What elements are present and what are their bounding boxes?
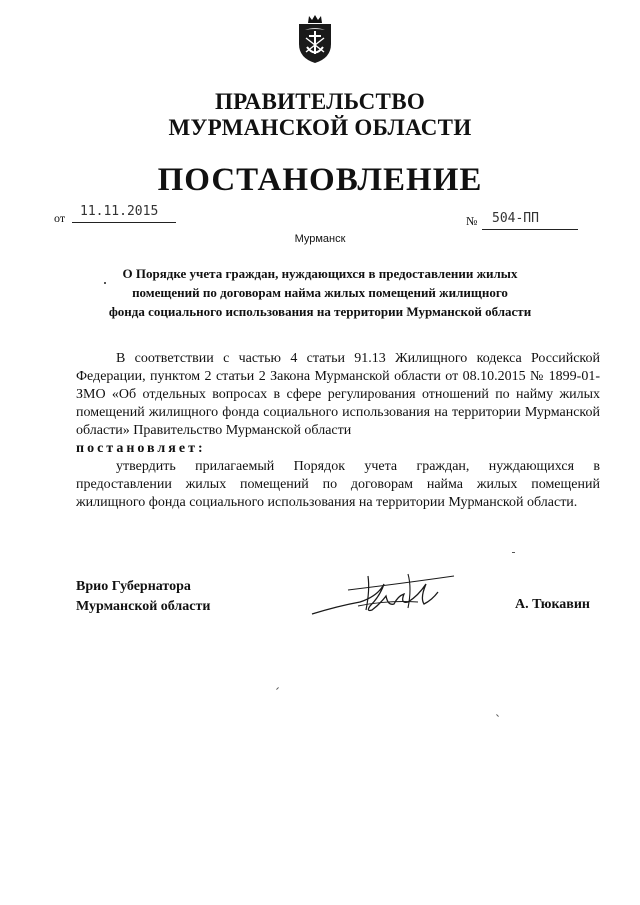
document-body xyxy=(76,350,600,512)
document-number: 504-ПП xyxy=(492,211,539,226)
position-line: Врио Губернатора xyxy=(76,579,191,594)
number-underline xyxy=(482,229,578,230)
decree-word: постановляет: xyxy=(76,441,206,456)
scan-speck xyxy=(276,687,279,690)
org-name-line1: ПРАВИТЕЛЬСТВО xyxy=(214,89,426,114)
date-label: от xyxy=(54,211,66,225)
document-subject xyxy=(60,264,580,321)
signer-name: А. Тюкавин xyxy=(515,597,590,612)
city-name: Мурманск xyxy=(294,233,346,245)
document-date: 11.11.2015 xyxy=(80,204,159,219)
subject-line: О Порядке учета граждан, нуждающихся в предоставлении жилых xyxy=(122,266,518,281)
scan-speck xyxy=(104,282,106,284)
handwritten-signature-icon xyxy=(308,566,458,622)
signatory-position xyxy=(76,577,210,617)
scan-speck xyxy=(512,552,515,553)
number-label: № xyxy=(466,214,478,228)
document-type-title: ПОСТАНОВЛЕНИЕ xyxy=(157,162,483,198)
scan-speck xyxy=(496,714,499,717)
preamble-paragraph: В соответствии с частью 4 статьи 91.13 Жилищного кодекса Российской Федерации, пунктом 2 статьи 2 Закона Мурманской области от 08.10.2015 № 1899-01-ЗМО «Об отдельных вопросах в сфере регулирования отношений по найму жилых помещений жилищного фонда социального использования на территории Мурманской области» Правительство Мурманской области xyxy=(76,351,600,438)
resolution-paragraph: утвердить прилагаемый Порядок учета граждан, нуждающихся в предоставлении жилых помещений по договорам найма жилых помещений жилищного фонда социального использования на территории Мурманской области. xyxy=(76,459,600,510)
position-line: Мурманской области xyxy=(76,599,211,614)
date-underline xyxy=(72,222,176,223)
subject-line: помещений по договорам найма жилых помещений жилищного xyxy=(132,285,508,300)
subject-line: фонда социального использования на территории Мурманской области xyxy=(108,304,532,319)
coat-of-arms-icon xyxy=(295,14,335,64)
org-name-line2: МУРМАНСКОЙ ОБЛАСТИ xyxy=(168,115,472,140)
